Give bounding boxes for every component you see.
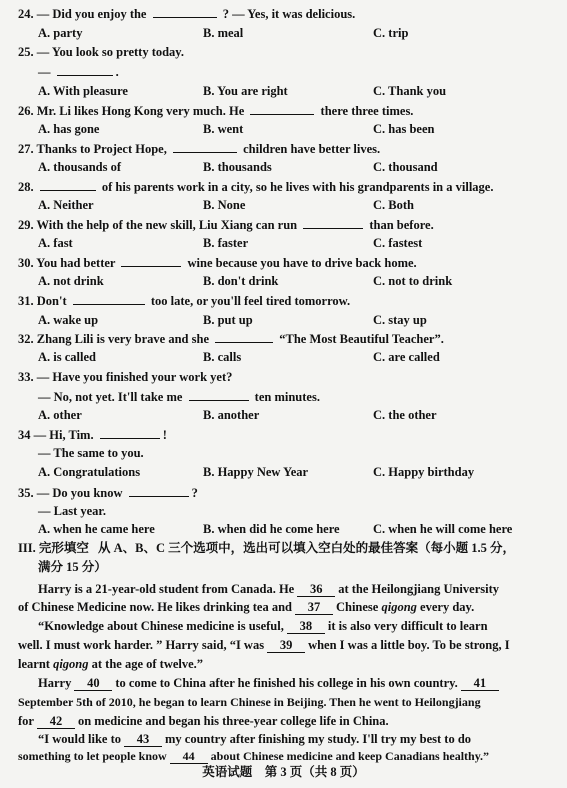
cloze-blank-44[interactable]: 44 xyxy=(170,750,208,764)
option-a[interactable]: A. fast xyxy=(38,236,73,250)
answer-blank[interactable] xyxy=(121,255,181,267)
option-b[interactable]: B. thousands xyxy=(203,160,272,174)
passage-line: Harry is a 21-year-old student from Canada. He 36 at the Heilongjiang University xyxy=(38,582,499,596)
option-a[interactable]: A. is called xyxy=(38,350,96,364)
question-24: 24. — Did you enjoy the ? — Yes, it was delicious. xyxy=(18,7,356,21)
passage-line: “I would like to 43 my country after finishing my study. I'll try my best to do xyxy=(38,732,472,746)
answer-blank[interactable] xyxy=(73,293,145,305)
answer-blank[interactable] xyxy=(100,427,160,439)
option-a[interactable]: A. Neither xyxy=(38,198,94,212)
question-26: 26. Mr. Li likes Hong Kong very much. He there three times. xyxy=(18,104,414,118)
question-27: 27. Thanks to Project Hope, children have better lives. xyxy=(18,142,381,156)
page-footer: 英语试题 第 3 页（共 8 页） xyxy=(202,765,365,779)
answer-blank[interactable] xyxy=(215,331,273,343)
option-c[interactable]: C. Both xyxy=(373,198,414,212)
passage-line: something to let people know 44 about Chinese medicine and keep Canadians healthy.” xyxy=(18,749,490,763)
passage-line: September 5th of 2010, he began to learn Chinese in Beijing. Then he went to Heilongjiang xyxy=(18,695,481,709)
question-33: 33. — Have you finished your work yet? xyxy=(18,370,233,384)
answer-blank[interactable] xyxy=(189,389,249,401)
cloze-blank-41[interactable]: 41 xyxy=(461,677,499,691)
answer-blank[interactable] xyxy=(303,217,363,229)
option-b[interactable]: B. went xyxy=(203,122,244,136)
option-c[interactable]: C. Thank you xyxy=(373,84,447,98)
question-35: 35. — Do you know ? xyxy=(18,486,198,500)
passage-line: of Chinese Medicine now. He likes drinking tea and 37 Chinese qigong every day. xyxy=(18,600,475,614)
question-32: 32. Zhang Lili is very brave and she “The Most Beautiful Teacher”. xyxy=(18,332,444,346)
option-a[interactable]: A. With pleasure xyxy=(38,84,128,98)
passage-line: Harry 40 to come to China after he finished his college in his own country. 41 xyxy=(38,673,567,693)
option-a[interactable]: A. Congratulations xyxy=(38,465,141,479)
question-31: 31. Don't too late, or you'll feel tired tomorrow. xyxy=(18,294,351,308)
answer-blank[interactable] xyxy=(250,103,314,115)
answer-blank[interactable] xyxy=(40,179,96,191)
option-c[interactable]: C. stay up xyxy=(373,313,427,327)
cloze-blank-42[interactable]: 42 xyxy=(37,715,75,729)
question-34: 34 — Hi, Tim. ! xyxy=(18,428,167,442)
passage-line: well. I must work harder. ” Harry said, “I was 39 when I was a little boy. To be strong, I xyxy=(18,638,510,652)
cloze-blank-37[interactable]: 37 xyxy=(295,601,333,615)
question-28: 28. of his parents work in a city, so he lives with his grandparents in a village. xyxy=(18,180,494,194)
option-c[interactable]: C. thousand xyxy=(373,160,438,174)
answer-blank[interactable] xyxy=(57,64,113,76)
option-c[interactable]: C. trip xyxy=(373,26,409,40)
option-c[interactable]: C. has been xyxy=(373,122,435,136)
option-b[interactable]: B. You are right xyxy=(203,84,288,98)
cloze-blank-43[interactable]: 43 xyxy=(124,733,162,747)
option-a[interactable]: A. thousands of xyxy=(38,160,122,174)
question-25-line2: — . xyxy=(38,65,119,79)
option-a[interactable]: A. not drink xyxy=(38,274,104,288)
section-instructions-cont: 满分 15 分） xyxy=(38,560,107,574)
question-33-line2: — No, not yet. It'll take me ten minutes. xyxy=(38,390,320,404)
option-b[interactable]: B. when did he come here xyxy=(203,522,340,536)
passage-line: “Knowledge about Chinese medicine is useful, 38 it is also very difficult to learn xyxy=(38,619,488,633)
passage-line: for 42 on medicine and began his three-year college life in China. xyxy=(18,714,389,728)
option-a[interactable]: A. party xyxy=(38,26,83,40)
option-b[interactable]: B. another xyxy=(203,408,260,422)
option-a[interactable]: A. wake up xyxy=(38,313,99,327)
cloze-blank-36[interactable]: 36 xyxy=(297,583,335,597)
option-b[interactable]: B. Happy New Year xyxy=(203,465,309,479)
option-b[interactable]: B. calls xyxy=(203,350,242,364)
question-29: 29. With the help of the new skill, Liu Xiang can run than before. xyxy=(18,218,434,232)
section-heading xyxy=(18,541,515,556)
cloze-blank-40[interactable]: 40 xyxy=(74,677,112,691)
section-instructions: 从 A、B、C 三个选项中，选出可以填入空白处的最佳答案（每小题 1.5 分， xyxy=(97,541,515,555)
passage-line: learnt qigong at the age of twelve.” xyxy=(18,657,204,671)
cloze-blank-39[interactable]: 39 xyxy=(267,639,305,653)
answer-blank[interactable] xyxy=(129,485,189,497)
option-c[interactable]: C. Happy birthday xyxy=(373,465,475,479)
question-30: 30. You had better wine because you have to drive back home. xyxy=(18,256,417,270)
option-a[interactable]: A. has gone xyxy=(38,122,100,136)
option-b[interactable]: B. faster xyxy=(203,236,249,250)
answer-blank[interactable] xyxy=(153,6,217,18)
question-25: 25. — You look so pretty today. xyxy=(18,45,184,59)
cloze-blank-38[interactable]: 38 xyxy=(287,620,325,634)
option-b[interactable]: B. None xyxy=(203,198,246,212)
answer-blank[interactable] xyxy=(173,141,237,153)
option-c[interactable]: C. not to drink xyxy=(373,274,453,288)
option-c[interactable]: C. are called xyxy=(373,350,440,364)
option-b[interactable]: B. put up xyxy=(203,313,253,327)
question-35-line2: — Last year. xyxy=(38,504,106,518)
option-c[interactable]: C. when he will come here xyxy=(373,522,513,536)
option-a[interactable]: A. when he came here xyxy=(38,522,155,536)
option-c[interactable]: C. the other xyxy=(373,408,437,422)
option-b[interactable]: B. don't drink xyxy=(203,274,279,288)
option-b[interactable]: B. meal xyxy=(203,26,244,40)
question-34-line2: — The same to you. xyxy=(38,446,144,460)
option-c[interactable]: C. fastest xyxy=(373,236,423,250)
section-title: III. 完形填空 xyxy=(18,541,89,555)
option-a[interactable]: A. other xyxy=(38,408,82,422)
